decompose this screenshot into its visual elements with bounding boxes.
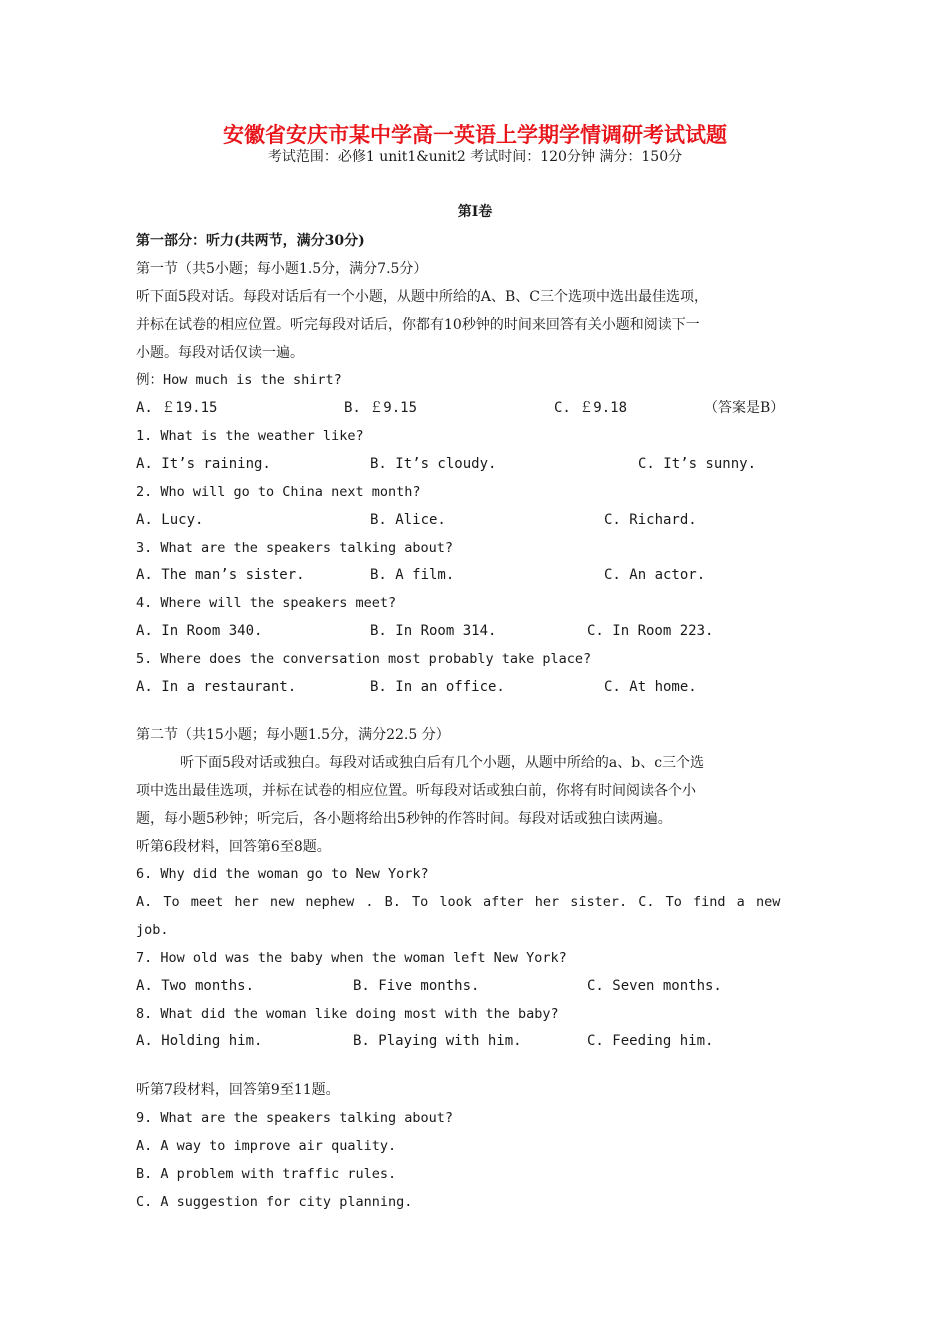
question-2-options [136, 509, 816, 531]
option-c: C. It’s sunny. [638, 456, 757, 472]
option-a: A. ￡19.15 [136, 400, 218, 416]
question-5-options [136, 676, 816, 698]
section2-instruction-line: 项中选出最佳选项，并标在试卷的相应位置。听每段对话或独白前，你将有时间阅读各个小 [136, 783, 696, 799]
option-a: A. In Room 340. [136, 623, 263, 639]
question-9: 9. What are the speakers talking about? [136, 1110, 453, 1126]
question-3-options [136, 564, 816, 586]
exam-subtitle: 考试范围：必修1 unit1&unit2 考试时间：120分钟 满分：150分 [267, 149, 683, 165]
option-c: C. At home. [604, 679, 697, 695]
option-c: C. An actor. [604, 567, 706, 583]
question-9-option-a: A. A way to improve air quality. [136, 1138, 397, 1154]
question-4-options [136, 620, 816, 642]
option-a: A. Lucy. [136, 512, 204, 528]
option-b: B. Alice. [370, 512, 446, 528]
section1-instruction-line: 听下面5段对话。每段对话后有一个小题，从题中所给的A、B、C三个选项中选出最佳选项， [136, 289, 709, 305]
option-b: B. In an office. [370, 679, 505, 695]
option-b: B. A film. [370, 567, 455, 583]
section2-instruction-line: 听下面5段对话或独白。每段对话或独白后有几个小题，从题中所给的a、b、c三个选 [180, 755, 705, 771]
option-c: C. Feeding him. [587, 1033, 714, 1049]
group6-heading: 听第6段材料，回答第6至8题。 [136, 839, 331, 855]
option-a: A. It’s raining. [136, 456, 271, 472]
volume-heading: 第Ⅰ卷 [457, 204, 493, 220]
question-7: 7. How old was the baby when the woman left New York? [136, 950, 567, 966]
question-5: 5. Where does the conversation most probably take place? [136, 651, 592, 667]
group7-heading: 听第7段材料，回答第9至11题。 [136, 1082, 340, 1098]
option-b: B. Five months. [353, 978, 480, 994]
option-c: C. ￡9.18 [554, 400, 628, 416]
option-b: B. Playing with him. [353, 1033, 522, 1049]
example-answer: （答案是B） [704, 400, 785, 416]
question-2: 2. Who will go to China next month? [136, 484, 421, 500]
question-4: 4. Where will the speakers meet? [136, 595, 397, 611]
option-b: B. It’s cloudy. [370, 456, 497, 472]
question-6-options: A. To meet her new nephew . B. To look after her sister. C. To find a new [136, 894, 781, 910]
question-1-options [136, 453, 816, 475]
question-9-option-c: C. A suggestion for city planning. [136, 1194, 413, 1210]
question-7-options [136, 975, 816, 997]
section1-heading: 第一节（共5小题；每小题1.5分，满分7.5分） [136, 261, 428, 277]
option-c: C. In Room 223. [587, 623, 714, 639]
section2-instruction-line: 题，每小题5秒钟；听完后，各小题将给出5秒钟的作答时间。每段对话或独白读两遍。 [136, 811, 672, 827]
section1-instruction-line: 并标在试卷的相应位置。听完每段对话后，你都有10秒钟的时间来回答有关小题和阅读下一 [136, 317, 700, 333]
section2-heading: 第二节（共15小题；每小题1.5分，满分22.5 分） [136, 727, 450, 743]
option-a: A. Holding him. [136, 1033, 263, 1049]
exam-title: 安徽省安庆市某中学高一英语上学期学情调研考试试题 [223, 122, 727, 147]
part1-heading: 第一部分：听力(共两节，满分30分) [136, 233, 365, 249]
option-a: A. The man’s sister. [136, 567, 305, 583]
question-8-options [136, 1030, 816, 1052]
question-1: 1. What is the weather like? [136, 428, 364, 444]
example-question: 例：How much is the shirt? [136, 372, 342, 388]
section1-instruction-line: 小题。每段对话仅读一遍。 [136, 345, 304, 361]
option-c: C. Richard. [604, 512, 697, 528]
option-a: A. In a restaurant. [136, 679, 297, 695]
question-6-options-wrap: job. [136, 922, 169, 938]
question-3: 3. What are the speakers talking about? [136, 540, 453, 556]
option-c: C. Seven months. [587, 978, 722, 994]
option-b: B. In Room 314. [370, 623, 497, 639]
question-9-option-b: B. A problem with traffic rules. [136, 1166, 397, 1182]
option-b: B. ￡9.15 [344, 400, 418, 416]
question-8: 8. What did the woman like doing most with the baby? [136, 1006, 559, 1022]
question-6: 6. Why did the woman go to New York? [136, 866, 429, 882]
option-a: A. Two months. [136, 978, 255, 994]
example-options [136, 397, 816, 419]
